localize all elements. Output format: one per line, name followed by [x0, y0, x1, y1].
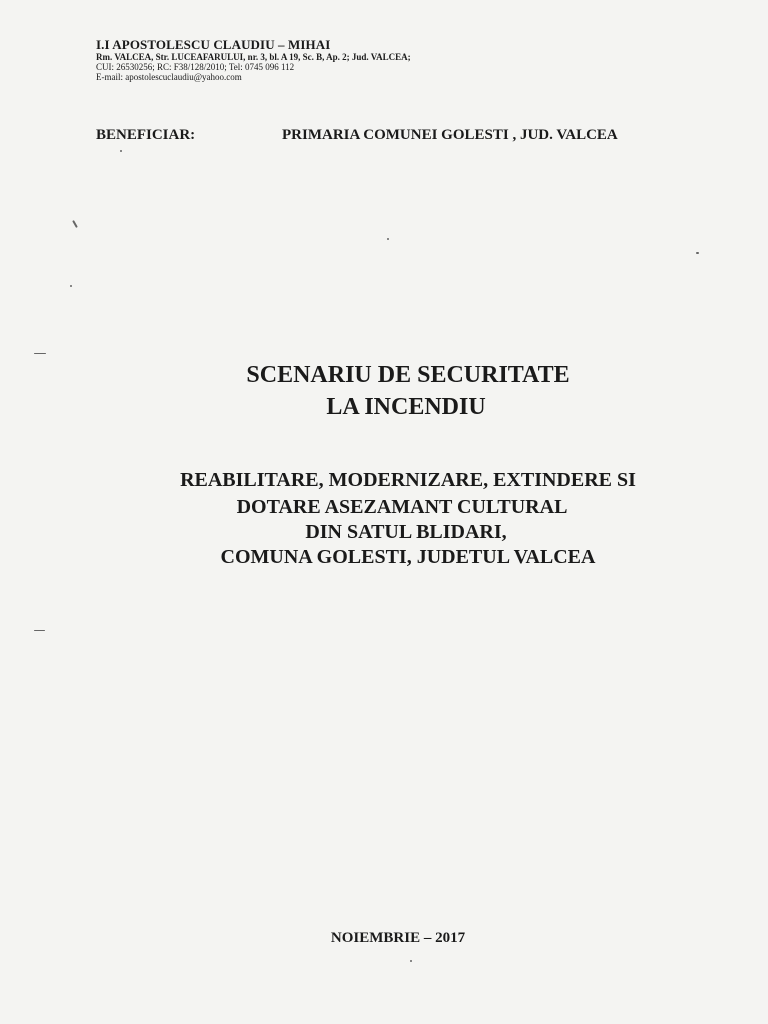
- scan-speck: [120, 150, 122, 152]
- project-line-3-row: [0, 521, 768, 544]
- project-line-1-row: [0, 469, 768, 492]
- project-line-2-row: [0, 496, 768, 519]
- title-line-2-row: [0, 394, 768, 421]
- project-line-4: COMUNA GOLESTI, JUDETUL VALCEA: [220, 546, 596, 568]
- company-email: E-mail: apostolescuclaudiu@yahoo.com: [96, 72, 242, 82]
- beneficiary-row: [96, 127, 618, 144]
- scan-speck: [72, 220, 78, 228]
- scan-speck: [387, 238, 389, 240]
- scan-speck: [34, 353, 46, 354]
- document-date: NOIEMBRIE – 2017: [330, 930, 466, 946]
- document-date-row: [0, 930, 768, 947]
- company-address: Rm. VALCEA, Str. LUCEAFARULUI, nr. 3, bl. A 19, Sc. B, Ap. 2; Jud. VALCEA;: [96, 52, 411, 62]
- beneficiary-value: PRIMARIA COMUNEI GOLESTI , JUD. VALCEA: [282, 127, 618, 143]
- title-line-2: LA INCENDIU: [326, 394, 486, 420]
- project-line-3: DIN SATUL BLIDARI,: [305, 521, 507, 543]
- scan-speck: [410, 960, 412, 962]
- scan-speck: [70, 285, 72, 287]
- project-line-4-row: [0, 546, 768, 569]
- scan-speck: [696, 252, 699, 254]
- project-line-2: DOTARE ASEZAMANT CULTURAL: [236, 496, 568, 518]
- title-line-1: SCENARIU DE SECURITATE: [246, 362, 570, 388]
- title-line-1-row: [0, 362, 768, 389]
- company-registry: CUI: 26530256; RC: F38/128/2010; Tel: 0745 096 112: [96, 62, 295, 72]
- scan-speck: [34, 630, 45, 631]
- company-header: [96, 38, 616, 82]
- project-line-1: REABILITARE, MODERNIZARE, EXTINDERE SI: [180, 469, 636, 491]
- beneficiary-label: BENEFICIAR:: [96, 127, 196, 143]
- company-name: I.I APOSTOLESCU CLAUDIU – MIHAI: [96, 37, 331, 52]
